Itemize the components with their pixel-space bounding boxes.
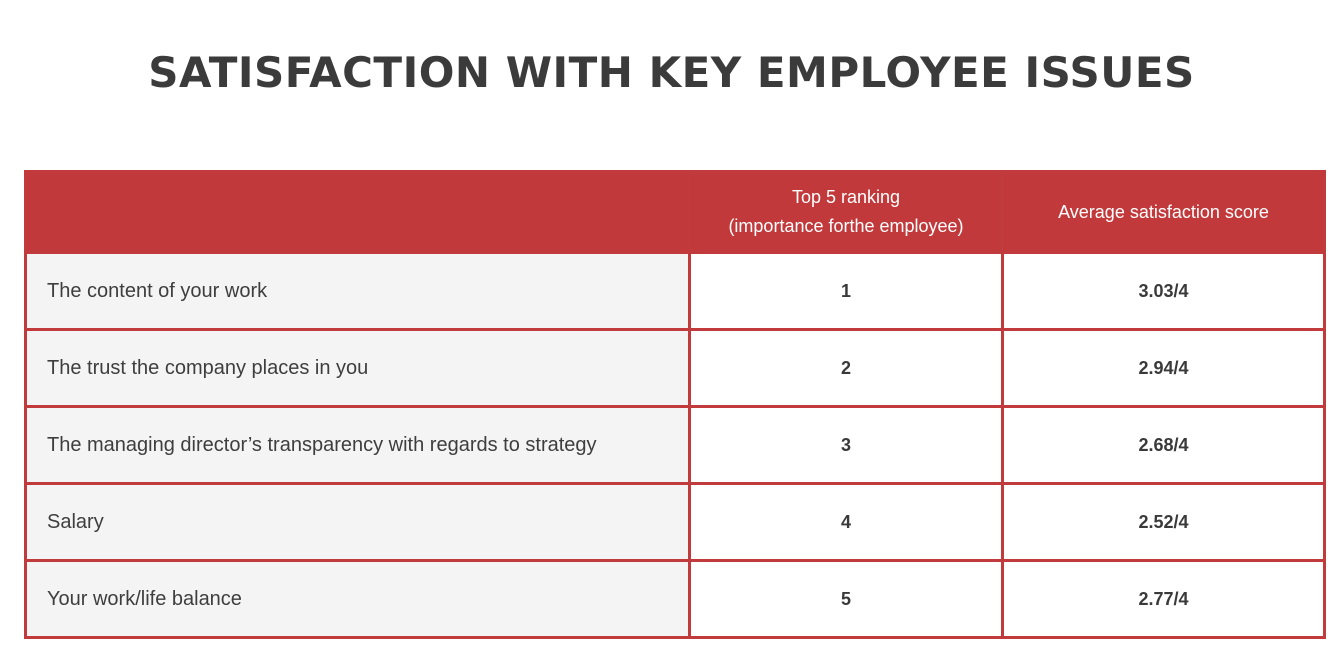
score-cell: 2.94/4 xyxy=(1003,330,1325,407)
header-cell-ranking xyxy=(690,172,1003,253)
table-row xyxy=(26,253,1325,330)
rank-cell: 2 xyxy=(690,330,1003,407)
header-cell-issue xyxy=(26,172,690,253)
issue-cell: Salary xyxy=(26,484,690,561)
score-cell: 2.52/4 xyxy=(1003,484,1325,561)
header-cell-score: Average satisfaction score xyxy=(1003,172,1325,253)
table-row xyxy=(26,561,1325,638)
table-row xyxy=(26,484,1325,561)
issue-cell: Your work/life balance xyxy=(26,561,690,638)
table-row xyxy=(26,330,1325,407)
table-header-row xyxy=(26,172,1325,253)
issue-cell: The trust the company places in you xyxy=(26,330,690,407)
issue-cell: The content of your work xyxy=(26,253,690,330)
header-ranking-line1: Top 5 ranking xyxy=(791,187,901,207)
rank-cell: 4 xyxy=(690,484,1003,561)
header-ranking-line2: (importance forthe employee) xyxy=(728,216,964,236)
rank-cell: 3 xyxy=(690,407,1003,484)
rank-cell: 1 xyxy=(690,253,1003,330)
rank-cell: 5 xyxy=(690,561,1003,638)
satisfaction-table xyxy=(24,170,1326,639)
score-cell: 3.03/4 xyxy=(1003,253,1325,330)
score-cell: 2.68/4 xyxy=(1003,407,1325,484)
table-row xyxy=(26,407,1325,484)
issue-cell: The managing director’s transparency with regards to strategy xyxy=(26,407,690,484)
chart-title: SATISFACTION WITH KEY EMPLOYEE ISSUES xyxy=(148,48,1195,97)
score-cell: 2.77/4 xyxy=(1003,561,1325,638)
